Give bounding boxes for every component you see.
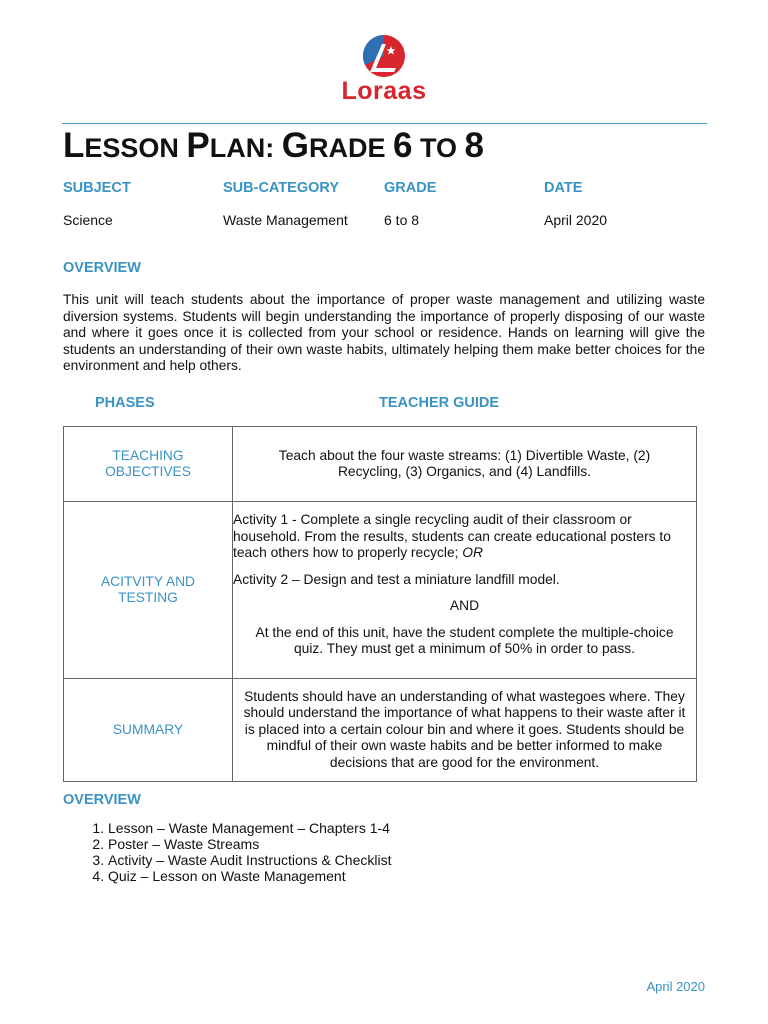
title-part: RADE <box>309 133 394 163</box>
title-part: G <box>281 126 309 165</box>
page-title <box>63 126 484 168</box>
title-part: L <box>63 126 85 165</box>
list-item: 2. Poster – Waste Streams <box>108 836 391 852</box>
loraas-logo <box>338 34 430 110</box>
teacher-guide-table <box>63 426 697 782</box>
phases-header: PHASES <box>95 395 155 411</box>
table-row <box>64 679 697 782</box>
phase-cell: TEACHING OBJECTIVES <box>64 427 233 502</box>
list-item: 4. Quiz – Lesson on Waste Management <box>108 868 391 884</box>
footer-date: April 2020 <box>646 979 705 994</box>
table-row <box>64 502 697 679</box>
guide-cell: Students should have an understanding of what wastegoes where. They should understand the importance of what happens to their waste after it is placed into a certain colour bin and where it goes. Students should be mindful of their own waste habits and be better informed to make decisions that are good for the environment. <box>233 679 697 782</box>
title-part: ESSON <box>84 133 187 163</box>
overview-heading: OVERVIEW <box>63 260 141 276</box>
activity-1-or: OR <box>462 545 483 560</box>
title-part: LAN: <box>209 133 282 163</box>
list-item: 3. Activity – Waste Audit Instructions & Checklist <box>108 852 391 868</box>
grade-value: 6 to 8 <box>384 212 420 228</box>
guide-cell: Teach about the four waste streams: (1) Divertible Waste, (2) Recycling, (3) Organics, and (4) Landfills. <box>233 427 697 502</box>
teacher-guide-header: TEACHER GUIDE <box>379 395 500 411</box>
table-row <box>64 427 697 502</box>
grade-label: GRADE <box>384 180 437 196</box>
overview-paragraph: This unit will teach students about the importance of proper waste management and utilizing waste diversion systems. Students will begin understanding the importance of properly disposing of our waste and where it goes once it is collected from your school or residence. Hands on learning will give the students an understanding of their own waste habits, ultimately helping them make better choices for the environment and help others. <box>63 292 705 373</box>
title-part: TO <box>412 133 465 163</box>
date-value: April 2020 <box>544 212 608 228</box>
and-text: AND <box>449 598 480 613</box>
phase-cell: SUMMARY <box>64 679 233 782</box>
phase-cell: ACITVITY AND TESTING <box>64 502 233 679</box>
overview-list-heading: OVERVIEW <box>63 792 141 808</box>
subject-value: Science <box>63 212 113 228</box>
loraas-emblem-icon <box>362 34 406 78</box>
subject-label: SUBJECT <box>63 180 131 196</box>
subcategory-value: Waste Management <box>223 212 348 228</box>
subcategory-label: SUB-CATEGORY <box>223 180 339 196</box>
activity-1-body: Activity 1 - Complete a single recycling audit of their classroom or household. From the results, students can create educational posters to teach others how to properly recycle; <box>233 512 671 560</box>
header-rule <box>62 123 707 124</box>
list-item: 1. Lesson – Waste Management – Chapters 1-4 <box>108 820 391 836</box>
activity-1-text <box>233 512 696 562</box>
date-label: DATE <box>544 180 583 196</box>
activity-cell <box>233 502 697 679</box>
quiz-text: At the end of this unit, have the student complete the multiple-choice quiz. They must get a minimum of 50% in order to pass. <box>255 624 674 656</box>
title-part: P <box>186 126 210 165</box>
logo-wordmark: Loraas <box>341 77 427 105</box>
title-part: 6 <box>393 126 413 165</box>
activity-2-text: Activity 2 – Design and test a miniature landfill model. <box>233 571 560 587</box>
title-part: 8 <box>464 126 484 165</box>
materials-list <box>63 820 391 884</box>
